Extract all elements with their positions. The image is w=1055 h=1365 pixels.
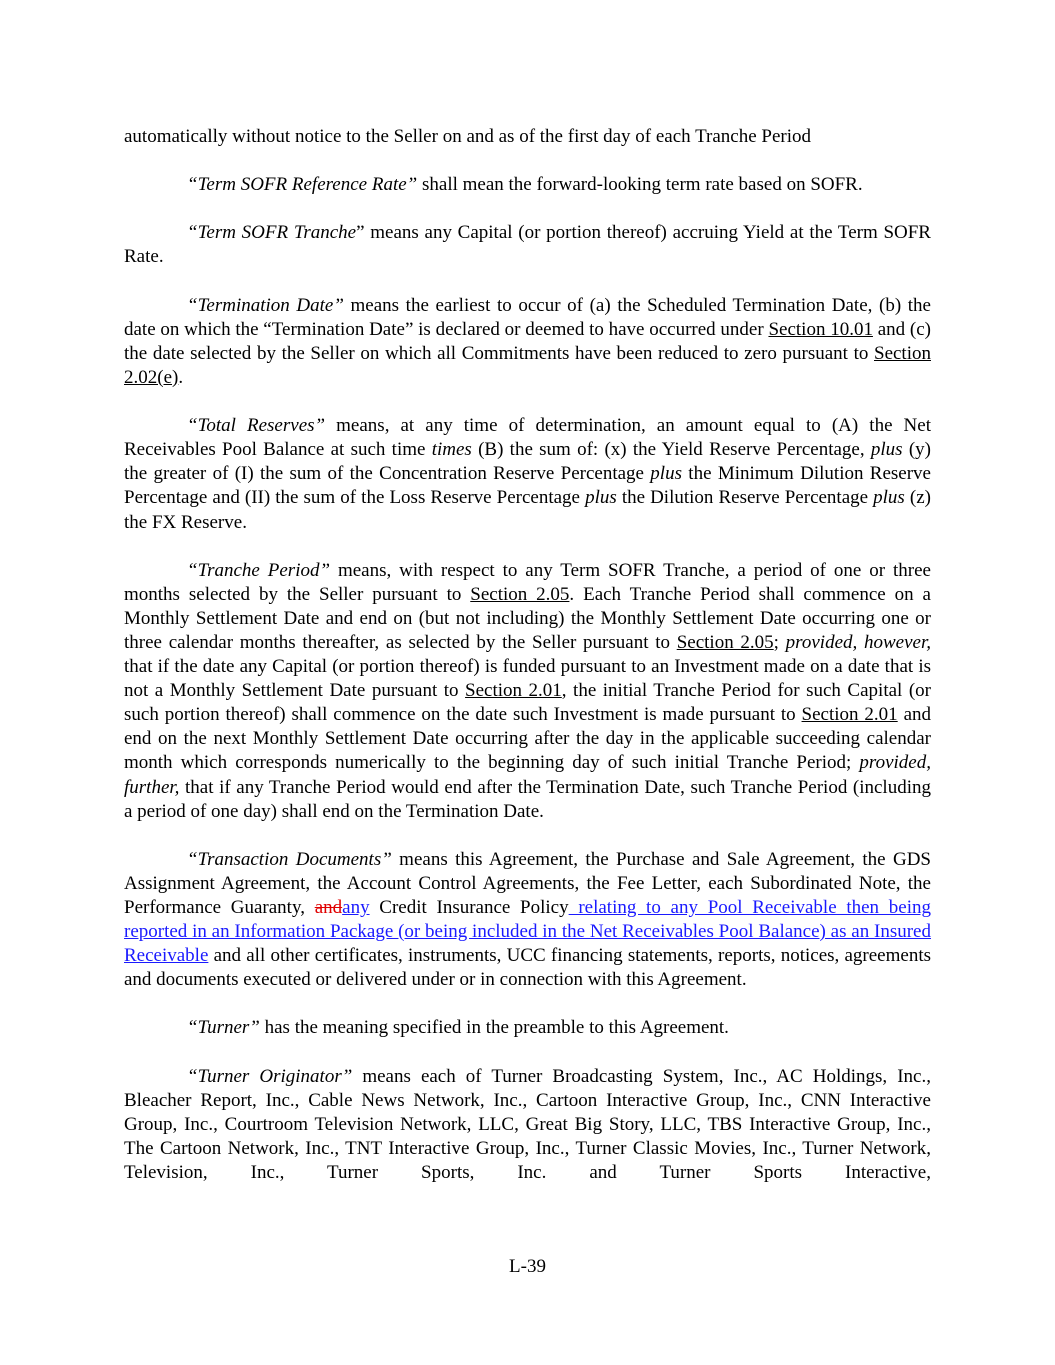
- deleted-text: and: [314, 897, 343, 918]
- definition-paragraph: [124, 1016, 931, 1040]
- text-run: has the meaning specified in the preamble to this Agreement.: [259, 1017, 729, 1039]
- section-reference: Section 2.05: [676, 631, 774, 653]
- text-run: (y) the greater of (I) the sum of the Concentration Reserve Percentage: [124, 439, 931, 485]
- defined-term: “Turner Originator”: [187, 1065, 353, 1087]
- definition-paragraph: [124, 848, 931, 993]
- section-reference: Section 10.01: [768, 318, 873, 340]
- defined-term: plus: [873, 487, 905, 509]
- definition-paragraph: [124, 294, 931, 390]
- text-run: shall mean the forward-looking term rate based on SOFR.: [417, 174, 863, 196]
- defined-term: plus: [650, 463, 682, 485]
- defined-term: provided, however,: [785, 631, 931, 653]
- defined-term: “Termination Date”: [187, 294, 344, 316]
- inserted-text: any: [342, 897, 370, 918]
- section-reference: Section 2.05: [470, 583, 570, 605]
- defined-term: times: [431, 439, 472, 461]
- text-run: (B) the sum of: (x) the Yield Reserve Percentage,: [471, 439, 871, 461]
- text-run: , the initial Tranche Period for such Capital (or such portion thereof) shall commence on the date such Investment is made pursuant to: [124, 680, 931, 726]
- section-reference: Section 2.01: [801, 704, 898, 726]
- definition-paragraph: [124, 414, 931, 534]
- definition-paragraph: [124, 1065, 931, 1185]
- section-reference: Section 2.02(e): [124, 342, 931, 388]
- text-run: means this Agreement, the Purchase and Sale Agreement, the GDS Assignment Agreement, the Account Control Agreements, the Fee Letter, each Subordinated Note, the Performance Guaranty,: [124, 848, 931, 918]
- definition-paragraph: [124, 125, 931, 149]
- text-run: means, with respect to any Term SOFR Tranche, a period of one or three months selected by the Seller pursuant to: [124, 559, 931, 605]
- text-run: (z) the FX Reserve.: [124, 487, 931, 533]
- text-run: ;: [773, 631, 786, 653]
- text-run: and (c) the date selected by the Seller on which all Commitments have been reduced to zero pursuant to: [124, 318, 931, 364]
- text-run: ” means any Capital (or portion thereof) accruing Yield at the Term SOFR Rate.: [124, 222, 931, 268]
- defined-term: plus: [870, 439, 903, 461]
- document-body: [124, 125, 931, 1209]
- text-run: means each of Turner Broadcasting System, Inc., AC Holdings, Inc., Bleacher Report, Inc., Cable News Network, Inc., Cartoon Interactive Group, Inc., CNN Interactive Group, Inc., Courtroom Television Network, LLC, Great Big Story, LLC, TBS Interactive Group, Inc., The Cartoon Network, Inc., TNT Interactive Group, Inc., Turner Classic Movies, Inc., Turner Network, Television, Inc., Turner Sports, Inc. and Turner Sports Interactive,: [124, 1065, 931, 1184]
- page-number: L-39: [509, 1256, 546, 1277]
- definition-paragraph: [124, 221, 931, 269]
- text-run: the Dilution Reserve Percentage: [616, 487, 874, 509]
- text-run: that if the date any Capital (or portion thereof) is funded pursuant to an Investment made on a date that is not a Monthly Settlement Date pursuant to: [124, 656, 931, 702]
- text-run: Credit Insurance Policy: [369, 897, 569, 918]
- definition-paragraph: [124, 559, 931, 824]
- section-reference: Section 2.01: [465, 680, 562, 702]
- defined-term: “Total Reserves”: [187, 415, 326, 437]
- defined-term: “Transaction Documents”: [187, 848, 392, 870]
- text-run: and all other certificates, instruments, UCC financing statements, reports, notices, agreements and documents executed or delivered under or in connection with this Agreement.: [124, 945, 931, 991]
- text-run: .: [178, 366, 184, 388]
- definition-paragraph: [124, 173, 931, 197]
- defined-term: “Turner”: [187, 1017, 260, 1039]
- inserted-text: relating to any Pool Receivable then being reported in an Information Package (or being included in the Net Receivables Pool Balance) as an Insured Receivable: [124, 897, 931, 967]
- text-run: means, at any time of determination, an amount equal to (A) the Net Receivables Pool Balance at such time: [124, 415, 931, 461]
- defined-term: “Tranche Period”: [187, 559, 331, 581]
- text-run: . Each Tranche Period shall commence on a Monthly Settlement Date and end on (but not including) the Monthly Settlement Date occurring one or three calendar months thereafter, as selected by the Seller pursuant to: [124, 583, 931, 653]
- text-run: that if any Tranche Period would end after the Termination Date, such Tranche Period (including a period of one day) shall end on the Termination Date.: [124, 776, 931, 822]
- text-run: automatically without notice to the Seller on and as of the first day of each Tranche Period: [124, 126, 811, 147]
- defined-term: “Term SOFR Reference Rate”: [187, 174, 418, 196]
- text-run: the Minimum Dilution Reserve Percentage and (II) the sum of the Loss Reserve Percentage: [124, 463, 931, 509]
- defined-term: “Term SOFR Tranche: [187, 222, 357, 244]
- text-run: and end on the next Monthly Settlement Date occurring after the day in the applicable succeeding calendar month which corresponds numerically to the beginning day of such initial Tranche Period;: [124, 704, 932, 774]
- defined-term: provided, further,: [124, 752, 931, 798]
- text-run: means the earliest to occur of (a) the Scheduled Termination Date, (b) the date on which the “Termination Date” is declared or deemed to have occurred under: [124, 294, 931, 340]
- defined-term: plus: [585, 487, 617, 509]
